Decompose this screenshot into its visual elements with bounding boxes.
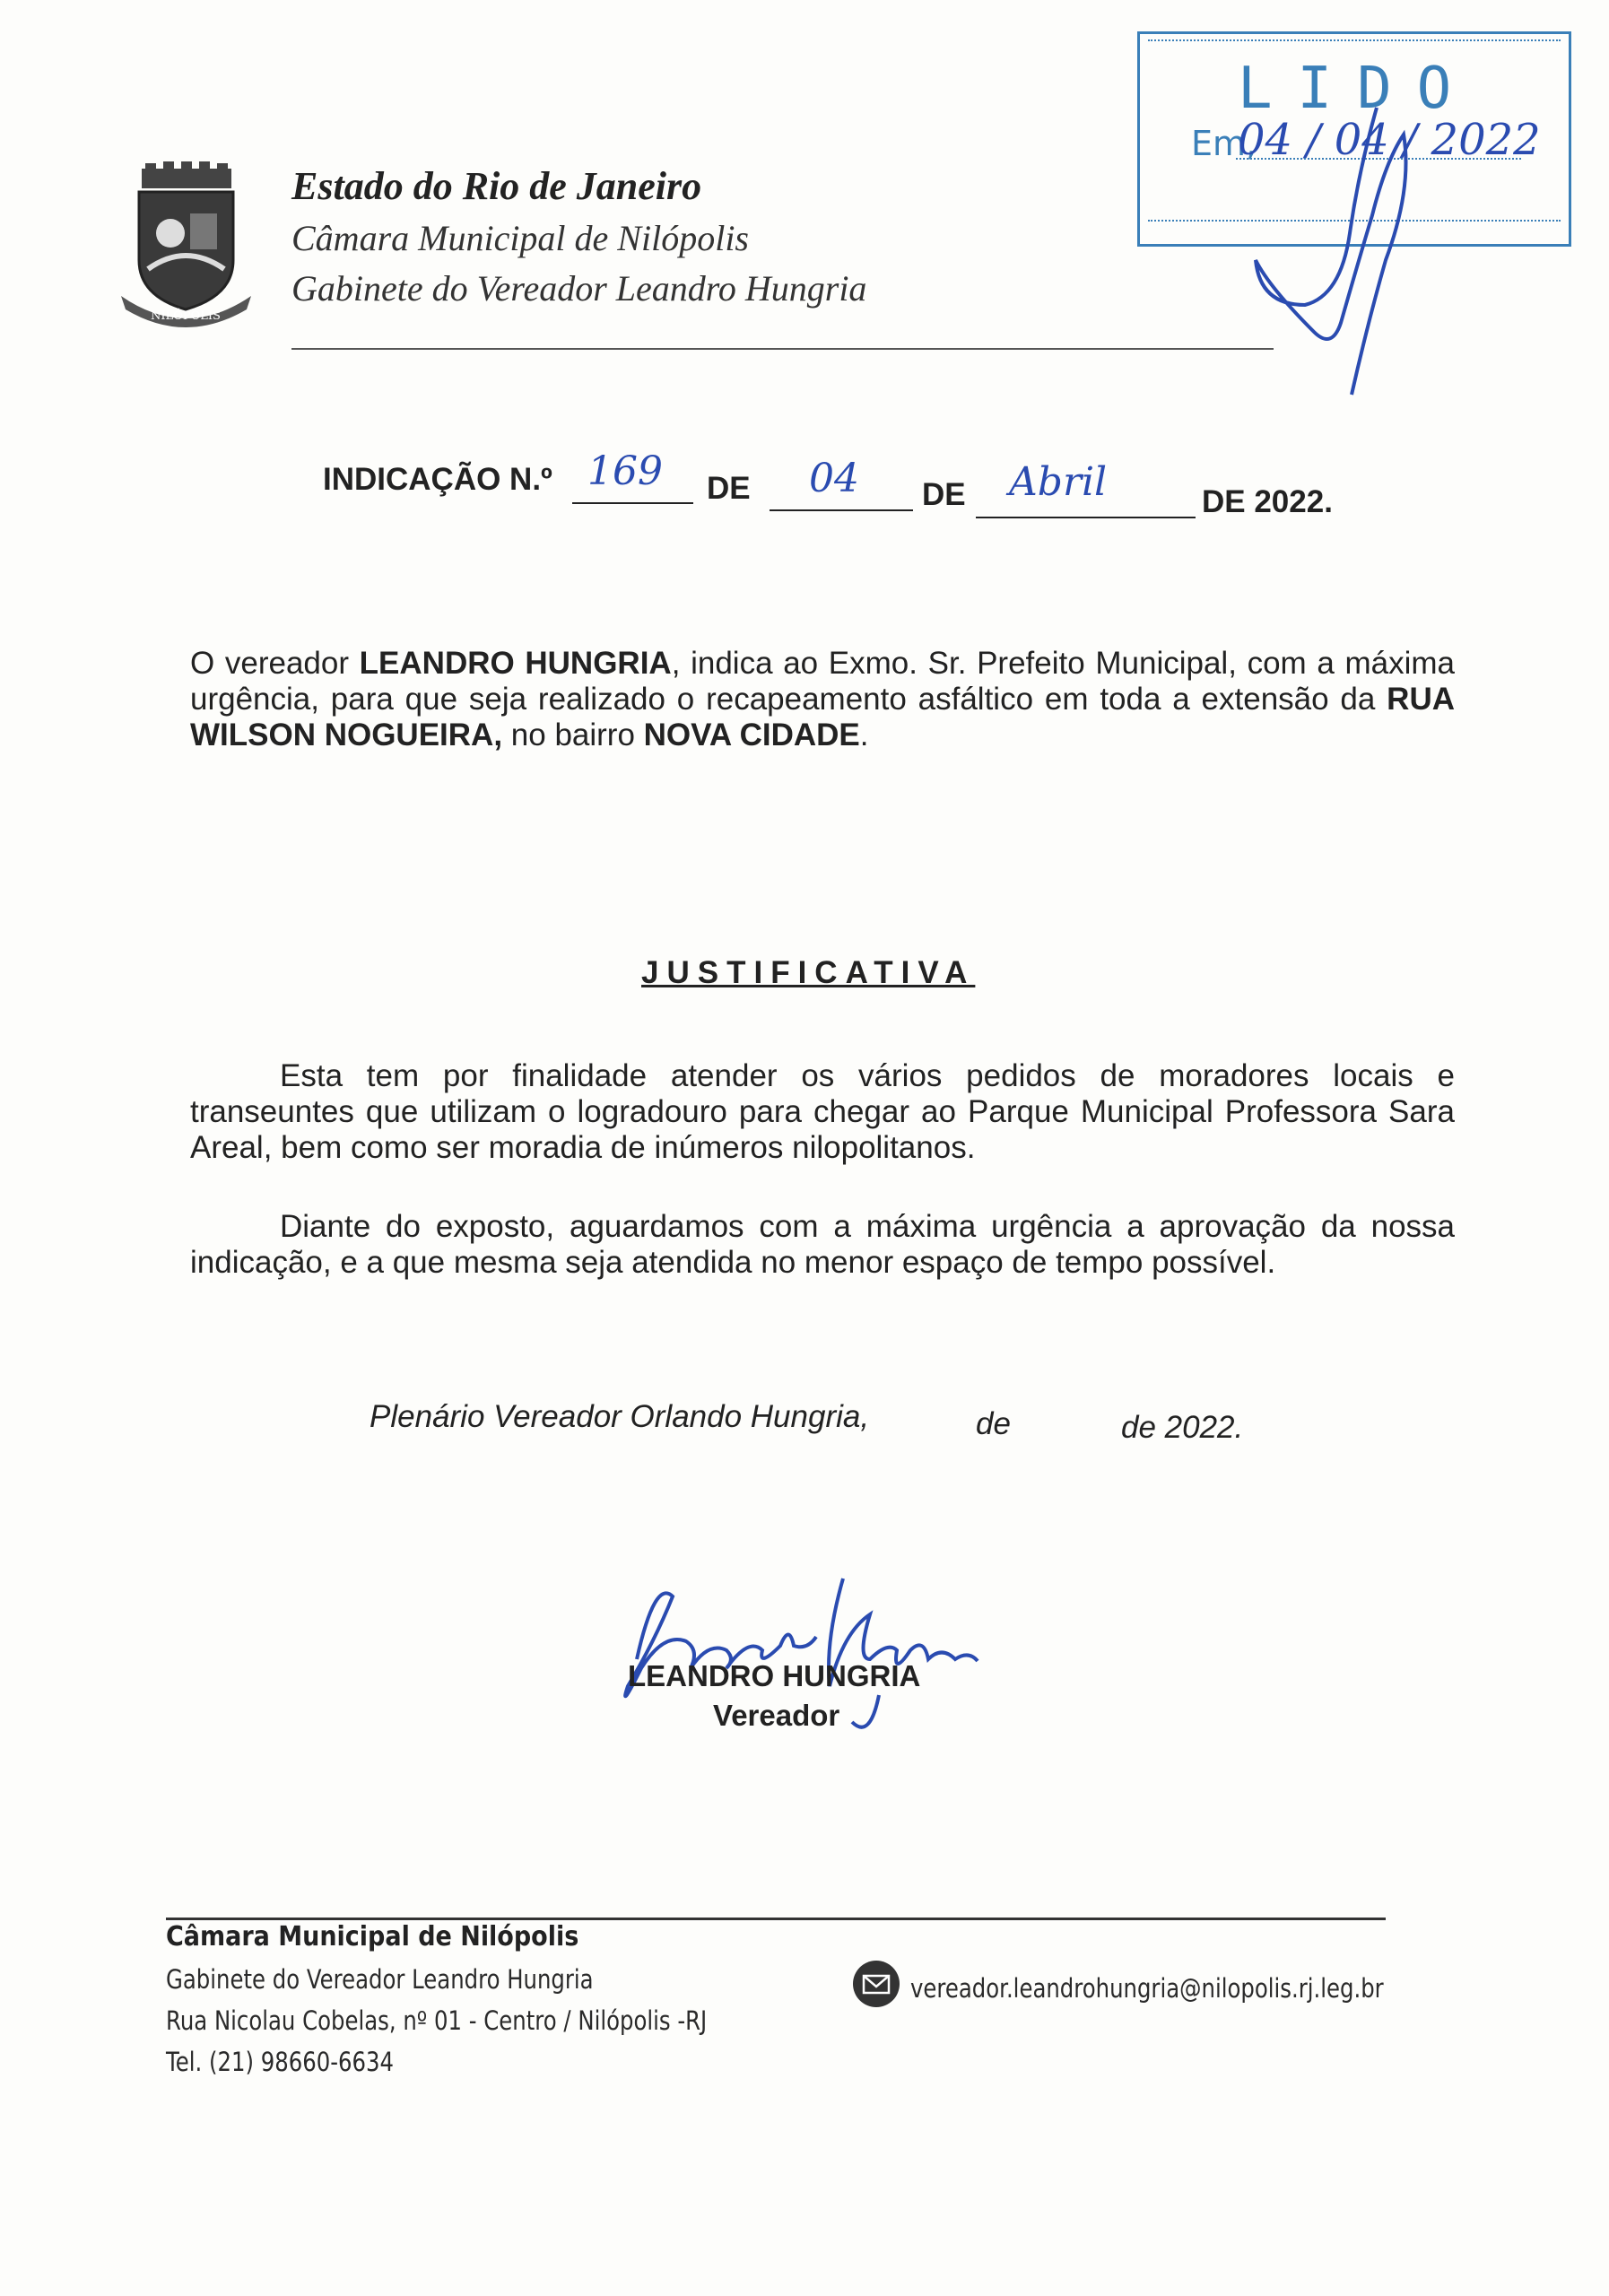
indication-body bbox=[190, 646, 1455, 753]
justificativa-paragraph-1: Esta tem por finalidade atender os vários pedidos de moradores locais e transeuntes que utilizam o logradouro para chegar ao Parque Municipal Professora Sara Areal, bem como ser moradia de inúmeros nilopolitanos. bbox=[190, 1058, 1455, 1165]
closing-de-1: de bbox=[976, 1406, 1011, 1441]
stamp-dotted-line bbox=[1148, 39, 1561, 41]
stamp-signature-icon bbox=[1251, 99, 1457, 404]
indicacao-de-2: DE bbox=[922, 477, 966, 512]
intro-name: LEANDRO HUNGRIA bbox=[359, 646, 672, 681]
stamp-date: 04 / 04 / 2022 bbox=[1238, 115, 1541, 165]
indicacao-number: 169 bbox=[587, 448, 663, 494]
indicacao-month: Abril bbox=[1009, 459, 1108, 505]
header-divider bbox=[291, 348, 1274, 350]
header-chamber: Câmara Municipal de Nilópolis bbox=[291, 218, 749, 258]
signer-role: Vereador bbox=[713, 1699, 840, 1732]
signer-name: LEANDRO HUNGRIA bbox=[628, 1659, 921, 1692]
closing-de-2: de 2022. bbox=[1121, 1410, 1244, 1445]
intro-text-3: no bairro bbox=[502, 718, 644, 752]
intro-text-2: , indica ao Exmo. Sr. Prefeito Municipal, com a máxima urgência, para que seja realizado o recapeamento asfáltico em toda a extensão da bbox=[190, 646, 1455, 717]
footer-email-link[interactable]: vereador.leandrohungria@nilopolis.rj.leg.br bbox=[910, 1973, 1384, 2004]
municipal-crest-icon bbox=[117, 161, 256, 327]
stamp-em-label: Em, bbox=[1191, 124, 1257, 163]
indicacao-de-1: DE bbox=[707, 471, 751, 506]
indicacao-label: INDICAÇÃO N.º bbox=[323, 462, 552, 497]
closing-place: Plenário Vereador Orlando Hungria, bbox=[370, 1399, 870, 1434]
intro-district: NOVA CIDADE bbox=[643, 718, 860, 752]
stamp-title: LIDO bbox=[1238, 56, 1477, 122]
intro-text-1: O vereador bbox=[190, 646, 360, 681]
footer-org: Câmara Municipal de Nilópolis bbox=[166, 1921, 579, 1952]
envelope-icon bbox=[852, 1960, 900, 2008]
footer-office: Gabinete do Vereador Leandro Hungria bbox=[166, 1964, 594, 1995]
footer-divider bbox=[166, 1918, 1386, 1920]
justificativa-title: JUSTIFICATIVA bbox=[641, 955, 976, 990]
indicacao-year: DE 2022. bbox=[1202, 484, 1333, 519]
intro-street: RUA WILSON NOGUEIRA, bbox=[190, 682, 1455, 752]
footer-phone: Tel. (21) 98660-6634 bbox=[166, 2047, 395, 2077]
footer-address: Rua Nicolau Cobelas, nº 01 - Centro / Nilópolis -RJ bbox=[166, 2005, 708, 2036]
indicacao-day: 04 bbox=[809, 456, 859, 501]
justificativa-paragraph-2: Diante do exposto, aguardamos com a máxima urgência a aprovação da nossa indicação, e a que mesma seja atendida no menor espaço de tempo possível. bbox=[190, 1209, 1455, 1280]
header-office: Gabinete do Vereador Leandro Hungria bbox=[291, 268, 867, 309]
crest-label: NILÓPOLIS bbox=[151, 309, 221, 323]
header-state: Estado do Rio de Janeiro bbox=[291, 164, 702, 208]
intro-text-4: . bbox=[859, 718, 869, 752]
